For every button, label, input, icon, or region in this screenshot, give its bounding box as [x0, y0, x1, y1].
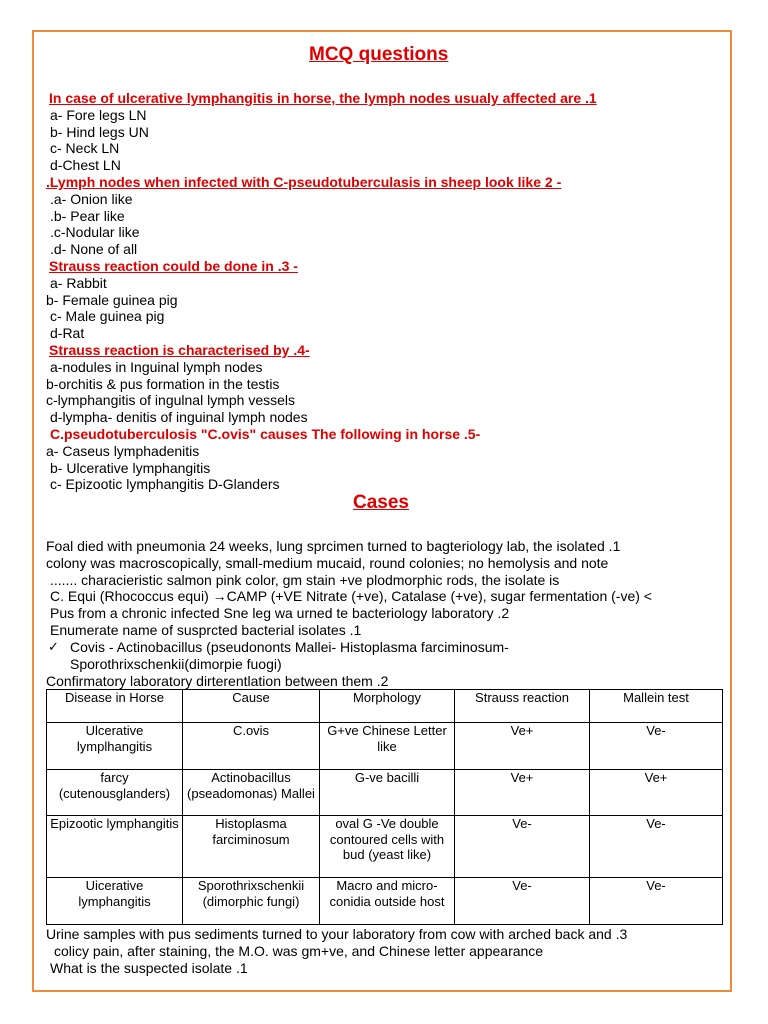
table-row: [47, 878, 723, 925]
case1-line-3: ....... characieristic salmon pink color, gm stain +ve plodmorphic rods, the isolate is: [50, 572, 560, 588]
q4-option-c: c-lymphangitis of ingulnal lymph vessels: [46, 392, 295, 408]
q4-option-d: d-lympha- denitis of inguinal lymph nodes: [50, 409, 308, 425]
table-row: [47, 770, 723, 816]
table-header: Mallein test: [590, 690, 723, 723]
table-cell: Macro and micro-conidia outside host: [320, 878, 455, 925]
table-cell: G-ve bacilli: [320, 770, 455, 816]
question-3: Strauss reaction could be done in .3 -: [49, 258, 298, 274]
table-header: Morphology: [320, 690, 455, 723]
cases-heading: Cases: [353, 492, 409, 513]
q2-option-c: .c-Nodular like: [50, 224, 140, 240]
table-header: Disease in Horse: [47, 690, 183, 723]
case1-line-4: C. Equi (Rhococcus equi) →CAMP (+VE Nitrate (+ve), Catalase (+ve), sugar fermentation (-ve) <: [50, 588, 652, 604]
table-cell: G+ve Chinese Letter like: [320, 723, 455, 770]
table-cell: Actinobacillus (pseadomonas) Mallei: [183, 770, 320, 816]
case1-line-1: Foal died with pneumonia 24 weeks, lung sprcimen turned to bagteriology lab, the isolated .1: [46, 538, 621, 554]
q3-option-a: a- Rabbit: [50, 275, 107, 291]
case2-intro: Pus from a chronic infected Sne leg wa urned te bacteriology laboratory .2: [50, 605, 510, 621]
table-cell: Ve+: [590, 770, 723, 816]
case2-sub-question-1: Enumerate name of susprcted bacterial isolates .1: [50, 622, 362, 638]
q3-option-c: c- Male guinea pig: [50, 308, 165, 324]
case2-answer-line-1: Covis - Actinobacillus (pseudononts Mallei- Histoplasma farciminosum-: [70, 639, 509, 655]
q3-option-b: b- Female guinea pig: [46, 292, 178, 308]
case1-line-2: colony was macroscopically, small-medium mucaid, round colonies; no hemolysis and note: [46, 555, 609, 571]
q1-option-c: c- Neck LN: [50, 140, 120, 156]
table-cell: Ve+: [455, 723, 590, 770]
comparison-table: [46, 689, 723, 925]
case2-answer-line-2: Sporothrixschenkii(dimorpie fuogi): [70, 656, 282, 672]
table-header: Strauss reaction: [455, 690, 590, 723]
table-cell: Ve-: [590, 816, 723, 878]
q3-option-d: d-Rat: [50, 325, 85, 341]
question-4: Strauss reaction is characterised by .4-: [49, 342, 310, 358]
table-header-row: [47, 690, 723, 723]
case3-line-2: colicy pain, after staining, the M.O. was gm+ve, and Chinese letter appearance: [54, 943, 544, 959]
table-cell: Ulcerative lymplhangitis: [47, 723, 183, 770]
table-cell: farcy (cutenousglanders): [47, 770, 183, 816]
case2-sub-question-2: Confirmatory laboratory dirterentlation between them .2: [46, 673, 389, 689]
checkmark-icon: ✓: [48, 639, 59, 654]
q1-option-b: b- Hind legs UN: [50, 124, 149, 140]
q4-option-b: b-orchitis & pus formation in the testis: [46, 376, 280, 392]
table-cell: Uicerative lymphangitis: [47, 878, 183, 925]
q1-option-d: d-Chest LN: [50, 157, 121, 173]
table-cell: Epizootic lymphangitis: [47, 816, 183, 878]
q5-option-b: b- Ulcerative lymphangitis: [50, 460, 211, 476]
q5-option-a: a- Caseus lymphadenitis: [46, 443, 200, 459]
case3-line-3: What is the suspected isolate .1: [50, 960, 248, 976]
table-cell: Ve-: [455, 878, 590, 925]
q2-option-b: .b- Pear like: [50, 208, 125, 224]
table-cell: Ve-: [590, 723, 723, 770]
question-2: .Lymph nodes when infected with C-pseudotuberculasis in sheep look like 2 -: [46, 174, 562, 190]
q4-option-a: a-nodules in Inguinal lymph nodes: [50, 359, 263, 375]
table-cell: Ve+: [455, 770, 590, 816]
question-5: C.pseudotuberculosis "C.ovis" causes The following in horse .5-: [50, 426, 481, 442]
table-cell: oval G -Ve double contoured cells with bud (yeast like): [320, 816, 455, 878]
q2-option-a: .a- Onion like: [50, 191, 133, 207]
table-header: Cause: [183, 690, 320, 723]
table-row: [47, 723, 723, 770]
q2-option-d: .d- None of all: [50, 241, 138, 257]
q5-option-c: c- Epizootic lymphangitis D-Glanders: [50, 476, 280, 492]
table-cell: C.ovis: [183, 723, 320, 770]
table-cell: Ve-: [455, 816, 590, 878]
table-row: [47, 816, 723, 878]
table-cell: Sporothrixschenkii (dimorphic fungi): [183, 878, 320, 925]
page-title: MCQ questions: [309, 44, 449, 65]
question-1: In case of ulcerative lymphangitis in horse, the lymph nodes usualy affected are .1: [49, 90, 597, 106]
q1-option-a: a- Fore legs LN: [50, 107, 147, 123]
table-cell: Ve-: [590, 878, 723, 925]
case3-line-1: Urine samples with pus sediments turned to your laboratory from cow with arched back and .3: [46, 926, 628, 942]
table-cell: Histoplasma farciminosum: [183, 816, 320, 878]
